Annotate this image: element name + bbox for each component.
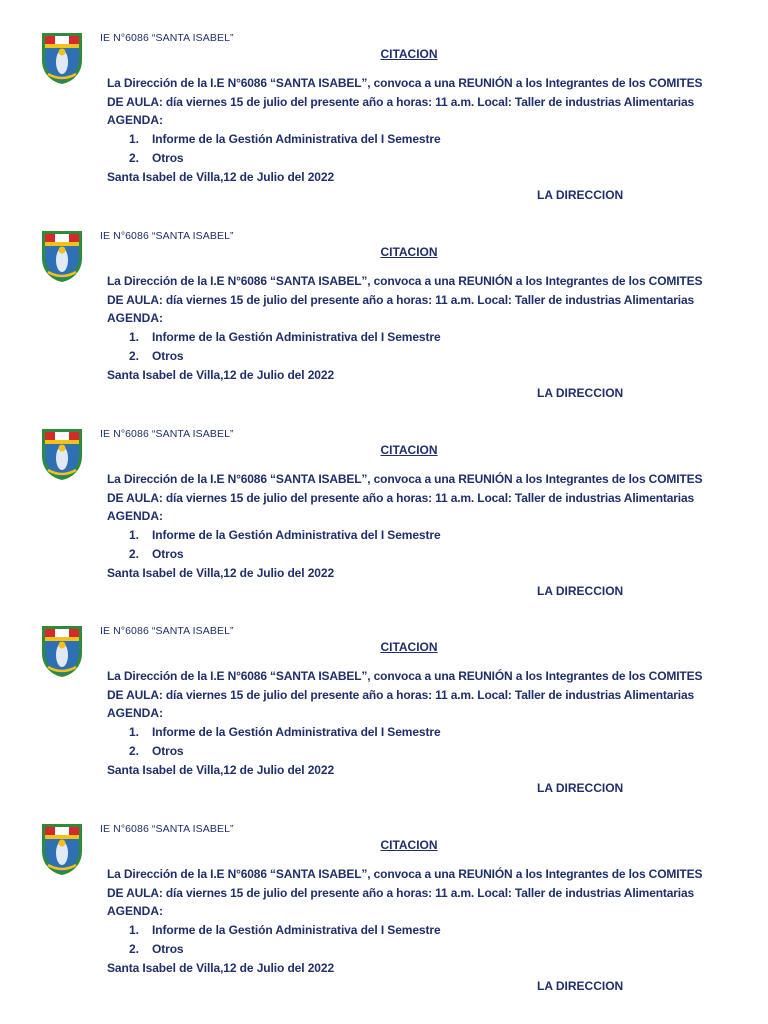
body-text-end: a los Integrantes de los COMITES DE AULA: día viernes 15 de julio del presente año a horas: 11 a.m. Local: Taller de industrias Alimentarias bbox=[107, 472, 703, 505]
citation-title: CITACION bbox=[380, 245, 438, 259]
agenda-item-number: 1. bbox=[129, 132, 139, 146]
agenda-item bbox=[129, 349, 184, 363]
agenda-item-number: 1. bbox=[129, 528, 139, 542]
citation-block bbox=[0, 593, 768, 795]
body-text-start: La Dirección de la I.E N°6086 “SANTA ISABEL”, convoca a una bbox=[107, 76, 459, 90]
place-date: Santa Isabel de Villa,12 de Julio del 2022 bbox=[107, 763, 335, 777]
agenda-item bbox=[129, 725, 441, 739]
citation-body bbox=[107, 470, 719, 508]
signature: LA DIRECCION bbox=[537, 979, 624, 993]
agenda-item bbox=[129, 528, 441, 542]
agenda-item-text: Informe de la Gestión Administrativa del I Semestre bbox=[152, 923, 441, 937]
body-text-bold: REUNIÓN bbox=[458, 274, 513, 288]
agenda-item-text: Informe de la Gestión Administrativa del I Semestre bbox=[152, 132, 441, 146]
body-text-start: La Dirección de la I.E N°6086 “SANTA ISABEL”, convoca a una bbox=[107, 274, 459, 288]
agenda-item-text: Otros bbox=[152, 744, 184, 758]
body-text-end: a los Integrantes de los COMITES DE AULA: día viernes 15 de julio del presente año a horas: 11 a.m. Local: Taller de industrias Alimentarias bbox=[107, 669, 703, 702]
body-text-end: a los Integrantes de los COMITES DE AULA: día viernes 15 de julio del presente año a horas: 11 a.m. Local: Taller de industrias Alimentarias bbox=[107, 76, 703, 109]
agenda-item-text: Informe de la Gestión Administrativa del I Semestre bbox=[152, 330, 441, 344]
citation-body bbox=[107, 667, 719, 705]
body-text-start: La Dirección de la I.E N°6086 “SANTA ISABEL”, convoca a una bbox=[107, 472, 459, 486]
citation-body bbox=[107, 74, 719, 112]
school-header: IE N°6086 “SANTA ISABEL” bbox=[100, 823, 234, 835]
body-text-bold: REUNIÓN bbox=[458, 472, 513, 486]
agenda-item-number: 1. bbox=[129, 725, 139, 739]
agenda-item-number: 2. bbox=[129, 349, 139, 363]
citation-title: CITACION bbox=[380, 47, 438, 61]
citation-body bbox=[107, 865, 719, 903]
agenda-item-number: 1. bbox=[129, 923, 139, 937]
place-date: Santa Isabel de Villa,12 de Julio del 2022 bbox=[107, 961, 335, 975]
agenda-item-number: 2. bbox=[129, 744, 139, 758]
signature: LA DIRECCION bbox=[537, 584, 624, 598]
citation-block bbox=[0, 0, 768, 202]
agenda-item-text: Otros bbox=[152, 547, 184, 561]
citation-title: CITACION bbox=[380, 443, 438, 457]
agenda-item-number: 1. bbox=[129, 330, 139, 344]
body-text-bold: REUNIÓN bbox=[458, 867, 513, 881]
agenda-label: AGENDA: bbox=[107, 509, 163, 523]
place-date: Santa Isabel de Villa,12 de Julio del 2022 bbox=[107, 368, 335, 382]
agenda-label: AGENDA: bbox=[107, 706, 163, 720]
citation-block bbox=[0, 791, 768, 993]
agenda-label: AGENDA: bbox=[107, 311, 163, 325]
place-date: Santa Isabel de Villa,12 de Julio del 2022 bbox=[107, 170, 335, 184]
agenda-item-number: 2. bbox=[129, 942, 139, 956]
signature: LA DIRECCION bbox=[537, 386, 624, 400]
body-text-bold: REUNIÓN bbox=[458, 669, 513, 683]
agenda-item-text: Otros bbox=[152, 349, 184, 363]
signature: LA DIRECCION bbox=[537, 188, 624, 202]
agenda-item bbox=[129, 923, 441, 937]
agenda-item-number: 2. bbox=[129, 547, 139, 561]
agenda-item-text: Informe de la Gestión Administrativa del I Semestre bbox=[152, 528, 441, 542]
signature: LA DIRECCION bbox=[537, 781, 624, 795]
body-text-start: La Dirección de la I.E N°6086 “SANTA ISABEL”, convoca a una bbox=[107, 669, 459, 683]
agenda-item bbox=[129, 330, 441, 344]
agenda-item bbox=[129, 547, 184, 561]
agenda-label: AGENDA: bbox=[107, 113, 163, 127]
citation-body bbox=[107, 272, 719, 310]
citation-title: CITACION bbox=[380, 640, 438, 654]
citation-title: CITACION bbox=[380, 838, 438, 852]
school-header: IE N°6086 “SANTA ISABEL” bbox=[100, 625, 234, 637]
place-date: Santa Isabel de Villa,12 de Julio del 2022 bbox=[107, 566, 335, 580]
agenda-item-text: Otros bbox=[152, 942, 184, 956]
agenda-item bbox=[129, 132, 441, 146]
body-text-end: a los Integrantes de los COMITES DE AULA: día viernes 15 de julio del presente año a horas: 11 a.m. Local: Taller de industrias Alimentarias bbox=[107, 274, 703, 307]
agenda-item bbox=[129, 151, 184, 165]
citation-block bbox=[0, 396, 768, 598]
agenda-label: AGENDA: bbox=[107, 904, 163, 918]
citation-block bbox=[0, 198, 768, 400]
body-text-start: La Dirección de la I.E N°6086 “SANTA ISABEL”, convoca a una bbox=[107, 867, 459, 881]
school-header: IE N°6086 “SANTA ISABEL” bbox=[100, 32, 234, 44]
agenda-item-text: Informe de la Gestión Administrativa del I Semestre bbox=[152, 725, 441, 739]
agenda-item bbox=[129, 744, 184, 758]
body-text-bold: REUNIÓN bbox=[458, 76, 513, 90]
agenda-item-text: Otros bbox=[152, 151, 184, 165]
school-header: IE N°6086 “SANTA ISABEL” bbox=[100, 428, 234, 440]
school-header: IE N°6086 “SANTA ISABEL” bbox=[100, 230, 234, 242]
body-text-end: a los Integrantes de los COMITES DE AULA: día viernes 15 de julio del presente año a horas: 11 a.m. Local: Taller de industrias Alimentarias bbox=[107, 867, 703, 900]
agenda-item-number: 2. bbox=[129, 151, 139, 165]
agenda-item bbox=[129, 942, 184, 956]
